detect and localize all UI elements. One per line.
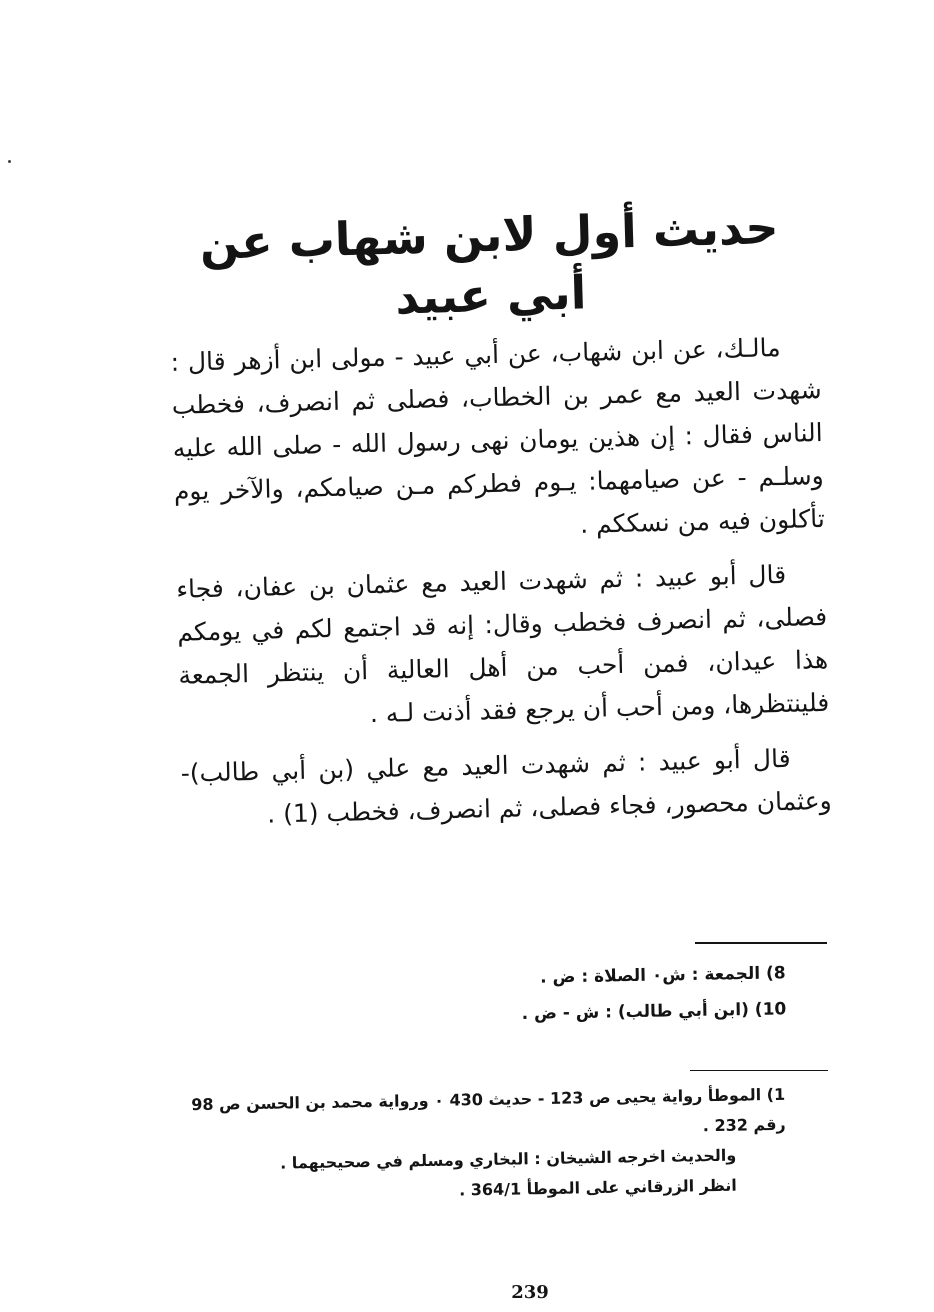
variant-item: 8) الجمعة : ش٠ الصلاة : ض . — [540, 963, 786, 988]
scan-speck — [8, 160, 11, 163]
paragraph-1: مالـك، عن ابن شهاب، عن أبي عبيد - مولى ابن أزهر قال : شهدت العيد مع عمر بن الخطاب، فصلى ثم انصرف، فخطب الناس فقال : إن هذين يومان نهى رسول الله - صلى الله عليه وسلـم - عن صيامهما: يـوم فطركم مـن صيامكم، والآخر يوم تأكلون فيه من نسككم . — [170, 332, 826, 539]
variant-item: 10) (ابن أبي طالب) : ش - ض . — [521, 999, 787, 1024]
variant-readings — [479, 955, 786, 1032]
paragraph-2: قال أبو عبيد : ثم شهدت العيد مع عثمان بن عفان، فجاء فصلى، ثم انصرف فخطب وقال: إنه قد اجتمع لكم في يومكم هذا عيدان، فمن أحب من أهل العالية أن ينتظر الجمعة فلينتظرها، ومن أحب أن يرجع فقد أذنت لـه . — [175, 559, 830, 729]
footnotes — [185, 1080, 787, 1210]
footnote-1: 1) الموطأ رواية يحيى ص 123 - حديث 430 ٠ ورواية محمد بن الحسن ص 98 رقم 232 . — [191, 1084, 786, 1136]
footnote-divider-bottom — [690, 1070, 828, 1071]
paragraph-3: قال أبو عبيد : ثم شهدت العيد مع علي (بن أبي طالب)- وعثمان محصور، فجاء فصلى، ثم انصرف، فخطب (1) . — [180, 743, 832, 829]
footnote-2: والحديث اخرجه الشيخان : البخاري ومسلم في صحيحيهما . — [280, 1145, 737, 1173]
footnote-divider-top — [695, 942, 827, 944]
page-number: 239 — [511, 1282, 549, 1303]
footnote-3: انظر الزرقاني على الموطأ 364/1 . — [458, 1175, 737, 1200]
page-title: حديث أول لابن شهاب عن أبي عبيد — [199, 199, 780, 325]
main-text — [170, 325, 832, 850]
